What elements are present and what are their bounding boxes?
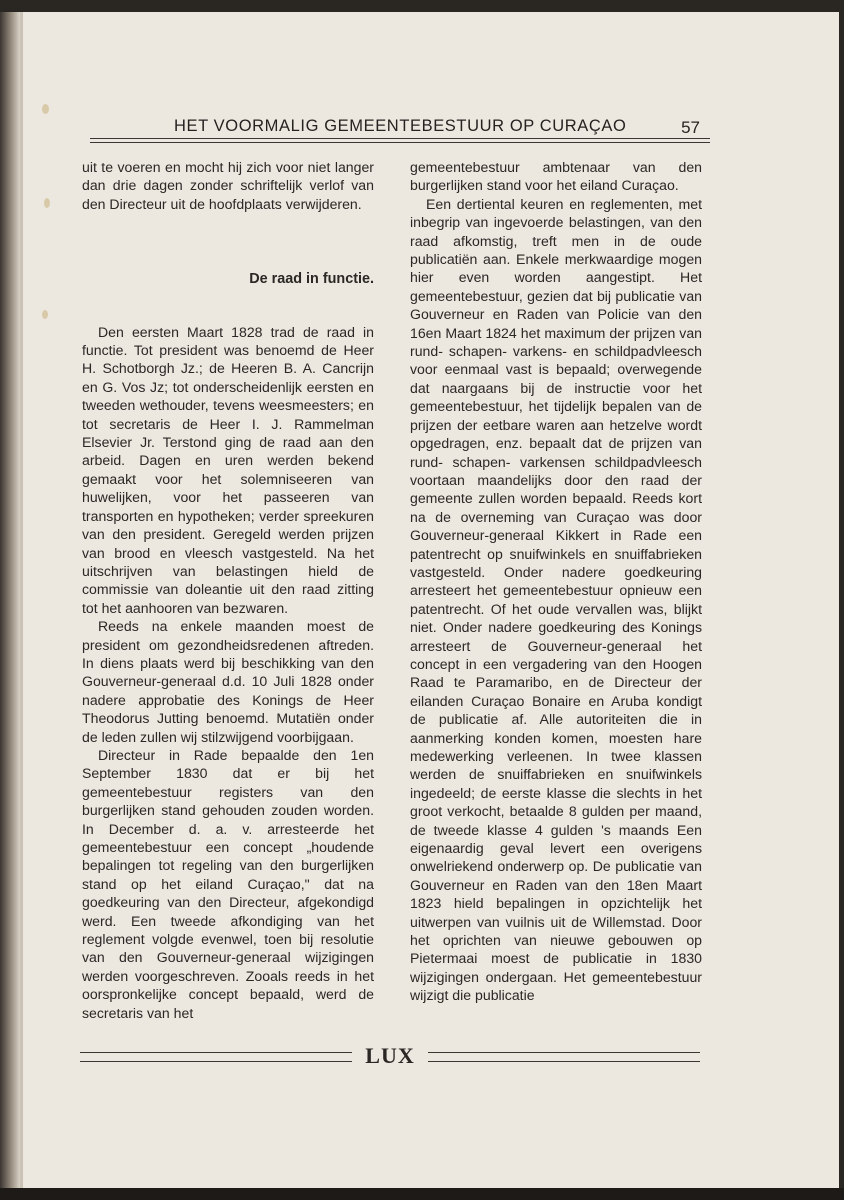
paper-stain xyxy=(44,198,50,208)
left-column xyxy=(82,158,374,1022)
paragraph: uit te voeren en mocht hij zich voor niet langer dan drie dagen zonder schriftelijk verlof van den Directeur uit de hoofdplaats verwijderen. xyxy=(82,159,374,212)
page-shadow xyxy=(0,1188,844,1200)
running-title: HET VOORMALIG GEMEENTEBESTUUR OP CURAÇAO xyxy=(174,117,627,135)
footer-rule-left xyxy=(80,1052,352,1062)
paper-stain xyxy=(42,104,49,114)
footer-ornament xyxy=(80,1043,700,1070)
header-rule xyxy=(90,142,710,143)
book-spine xyxy=(0,12,20,1188)
paragraph: Een dertiental keuren en reglementen, met inbegrip van ingevoerde belastingen, van den raad afkomstig, treft men in de oude publicatiën aan. Enkele merkwaardige mogen hier even worden aangestipt. Het gemeentebestuur, gezien dat bij publicatie van Gouverneur en Raden van Policie van den 16en Maart 1824 het maximum der prijzen van rund- schapen- varkens- en schildpadvleesch voor eenmaal vast is bepaald; overwegende dat naargaans bij de instructie voor het gemeentebestuur, het tijdelijk bepalen van de prijzen der eetbare waren aan hetzelve wordt opgedragen, enz. bepaalt dat de prijzen van rund- schapen- varkensen schildpadvleesch voortaan maandelijks door den raad der gemeente zullen worden bepaald. Reeds kort na de overneming van Curaçao was door Gouverneur-generaal Kikkert in Rade een patentrecht op snuifwinkels en snuiffabrieken vastgesteld. Onder nadere goedkeuring arresteert het gemeentebestuur opnieuw een patentrecht. Of het oude vervallen was, blijkt niet. Onder nadere goedkeuring des Konings arresteert de Gouverneur-generaal het concept in een vergadering van den Hoogen Raad te Paramaribo, en de Directeur der eilanden Curaçao Bonaire en Aruba kondigt de publicatie af. Alle autoriteiten die in aanmerking konden komen, moesten hare medewerking verleenen. In twee klassen werden de snuiffabrieken en snuifwinkels ingedeeld; de eerste klasse die slechts in het groot verkocht, betaalde 8 gulden per maand, de tweede klasse 4 gulden 's maands Een eigenaardig geval levert een overigens onwelriekend onderwerp op. De publicatie van Gouverneur en Raden van den 18en Maart 1823 hield bepalingen in opzichtelijk het uitwerpen van vuilnis uit de Willemstad. Door het oprichten van nieuwe gebouwen op Pietermaai moest de publicatie in 1830 wijzigingen ondergaan. Het gemeentebestuur wijzigt die publicatie xyxy=(410,195,702,1004)
running-header xyxy=(90,114,710,138)
section-heading: De raad in functie. xyxy=(249,271,374,288)
header-rule xyxy=(90,138,710,139)
paper-stain xyxy=(42,310,48,319)
right-column xyxy=(410,158,702,1005)
paragraph: gemeentebestuur ambtenaar van den burgerlijken stand voor het eiland Curaçao. xyxy=(410,159,702,194)
lux-logo: LUX xyxy=(365,1043,415,1068)
paragraph: Directeur in Rade bepaalde den 1en September 1830 dat er bij het gemeentebestuur registers van den burgerlijken stand gehouden zouden worden. In December d. a. v. arresteerde het gemeentebestuur een concept „houdende bepalingen tot regeling van den burgerlijken stand op het eiland Curaçao," dat na goedkeuring van den Directeur, afgekondigd werd. Een tweede afkondiging van het reglement volgde evenwel, toen bij resolutie van den Gouverneur-generaal wijzigingen werden voorgeschreven. Zooals reeds in het oorspronkelijke concept bepaald, werd de secretaris van het xyxy=(82,746,374,1021)
paragraph: Reeds na enkele maanden moest de president om gezondheidsredenen aftreden. In diens plaats werd bij beschikking van den Gouverneur-generaal d.d. 10 Juli 1828 onder nadere approbatie des Konings de Heer Theodorus Jutting benoemd. Mutatiën onder de leden zullen wij stilzwijgend voorbijgaan. xyxy=(82,618,374,745)
page-number: 57 xyxy=(681,118,700,137)
footer-rule-right xyxy=(428,1052,700,1062)
paragraph: Den eersten Maart 1828 trad de raad in functie. Tot president was benoemd de Heer H. Schotborgh Jz.; de Heeren B. A. Cancrijn en G. Vos Jz; tot onderscheidenlijk eersten en tweeden wethouder, tevens weesmeesters; en tot secretaris de Heer I. J. Rammelman Elsevier Jr. Terstond ging de raad aan den arbeid. Dagen en uren werden bekend gemaakt voor het solemniseeren van huwelijken, voor het passeeren van transporten en hypotheken; verder spreekuren van den president. Geregeld werden prijzen van brood en vleesch vastgesteld. Na het uitschrijven van belastingen hield de commissie van doleantie uit den raad zitting tot het aanhooren van bezwaren. xyxy=(82,323,374,616)
